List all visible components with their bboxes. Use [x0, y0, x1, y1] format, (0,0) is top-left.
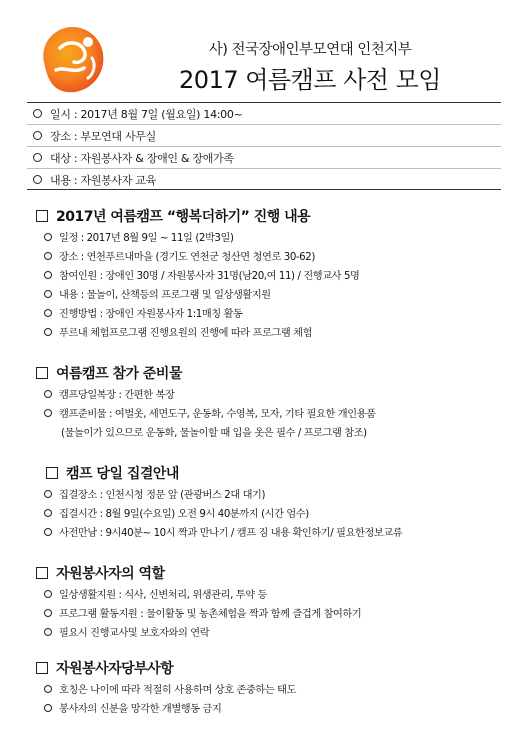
circle-bullet-icon — [44, 490, 52, 498]
item-text: 봉사자의 신분을 망각한 개별행동 금지 — [59, 704, 222, 715]
item-text: 참여인원 : 장애인 30명 / 자원봉사자 31명(남20,여 11) / 진행교사 5명 — [59, 271, 360, 282]
page-title: 2017 여름캠프 사전 모임 — [179, 66, 441, 94]
item-text: 내용 : 물놀이, 산책등의 프로그램 및 일상생활지원 — [59, 290, 271, 301]
item-text: 푸르내 체험프로그램 진행요원의 진행에 따라 프로그램 체험 — [59, 328, 313, 339]
item-text: 필요시 진행교사및 보호자와의 연락 — [59, 628, 210, 639]
list-item — [36, 403, 506, 422]
section-heading — [36, 657, 506, 679]
list-item — [36, 284, 506, 303]
item-text: 사전만남 : 9시40분~ 10시 짝과 만나기 / 캠프 짐 내용 확인하기/ 필요한정보교류 — [59, 528, 403, 539]
list-item — [36, 522, 506, 541]
section-title: 캠프 당일 집결안내 — [66, 466, 179, 482]
section-gathering-items — [36, 484, 506, 541]
circle-bullet-icon — [33, 109, 42, 118]
checkbox-square-icon — [36, 367, 48, 379]
info-row-content — [27, 169, 501, 190]
checkbox-square-icon — [36, 567, 48, 579]
section-supplies — [36, 362, 506, 441]
list-item — [36, 503, 506, 522]
section-volunteer-requests — [36, 657, 506, 717]
info-row-target — [27, 147, 501, 169]
list-item — [36, 698, 506, 717]
list-item — [36, 265, 506, 284]
list-item — [36, 584, 506, 603]
list-item — [36, 622, 506, 641]
item-text: 집결시간 : 8월 9일(수요일) 오전 9시 40분까지 (시간 엄수) — [59, 509, 309, 520]
circle-bullet-icon — [44, 390, 52, 398]
circle-bullet-icon — [44, 309, 52, 317]
list-item — [36, 603, 506, 622]
section-heading — [36, 362, 506, 384]
circle-bullet-icon — [44, 528, 52, 536]
circle-bullet-icon — [33, 175, 42, 184]
item-text: 캠프당일복장 : 간편한 복장 — [59, 390, 175, 401]
circle-bullet-icon — [44, 685, 52, 693]
info-text: 내용 : 자원봉사자 교육 — [50, 173, 156, 187]
section-heading — [36, 562, 506, 584]
info-text: 대상 : 자원봉사자 & 장애인 & 장애가족 — [50, 151, 234, 165]
info-text: 일시 : 2017년 8월 7일 (월요일) 14:00~ — [50, 107, 243, 121]
circle-bullet-icon — [44, 233, 52, 241]
info-row-date — [27, 103, 501, 125]
list-item — [36, 679, 506, 698]
item-text: 일정 : 2017년 8월 9일 ~ 11일 (2박3일) — [59, 233, 234, 244]
circle-bullet-icon — [44, 590, 52, 598]
list-item — [36, 384, 506, 403]
list-item-continuation: (물놀이가 있으므로 운동화, 물놀이할 때 입을 옷은 필수 / 프로그램 참조) — [61, 428, 367, 439]
item-text: 집결장소 : 인천시청 정문 앞 (관광버스 2대 대기) — [59, 490, 266, 501]
section-title: 여름캠프 참가 준비물 — [56, 366, 182, 382]
item-text: 호칭은 나이에 따라 적절히 사용하며 상호 존중하는 태도 — [59, 685, 297, 696]
section-gathering — [46, 462, 516, 484]
checkbox-square-icon — [36, 662, 48, 674]
circle-bullet-icon — [44, 628, 52, 636]
circle-bullet-icon — [33, 131, 42, 140]
list-item — [36, 322, 506, 341]
item-text: 프로그램 활동지원 : 물이활동 및 농촌체험을 짝과 함께 즐겁게 참여하기 — [59, 609, 362, 620]
circle-bullet-icon — [44, 609, 52, 617]
section-title: 자원봉사자당부사항 — [56, 661, 174, 677]
item-text: 캠프준비물 : 여벌옷, 세면도구, 운동화, 수영복, 모자, 기타 필요한 개인용품 — [59, 409, 376, 420]
section-heading — [36, 205, 506, 227]
list-item — [36, 246, 506, 265]
item-text: 진행방법 : 장애인 자원봉사자 1:1매칭 활동 — [59, 309, 243, 320]
checkbox-square-icon — [36, 210, 48, 222]
item-text: 장소 : 연천푸르내마을 (경기도 연천군 청산면 청연로 30-62) — [59, 252, 315, 263]
info-text: 장소 : 부모연대 사무실 — [50, 129, 156, 143]
section-camp-details — [36, 205, 506, 341]
organization-name: 사) 전국장애인부모연대 인천지부 — [208, 42, 412, 58]
info-bottom-rule — [27, 189, 501, 190]
section-heading — [46, 462, 516, 484]
info-block — [27, 103, 501, 190]
circle-bullet-icon — [44, 252, 52, 260]
list-item — [36, 303, 506, 322]
circle-bullet-icon — [44, 509, 52, 517]
circle-bullet-icon — [44, 409, 52, 417]
section-volunteer-role — [36, 562, 506, 641]
circle-bullet-icon — [33, 153, 42, 162]
list-item — [36, 227, 506, 246]
info-row-place — [27, 125, 501, 147]
checkbox-square-icon — [46, 467, 58, 479]
circle-bullet-icon — [44, 704, 52, 712]
item-text: 일상생활지원 : 식사, 신변처리, 위생관리, 투약 등 — [59, 590, 267, 601]
list-item — [36, 484, 506, 503]
section-title: 자원봉사자의 역할 — [56, 566, 165, 582]
circle-bullet-icon — [44, 328, 52, 336]
circle-bullet-icon — [44, 290, 52, 298]
circle-bullet-icon — [44, 271, 52, 279]
section-title: 2017년 여름캠프 “행복더하기” 진행 내용 — [56, 209, 311, 225]
